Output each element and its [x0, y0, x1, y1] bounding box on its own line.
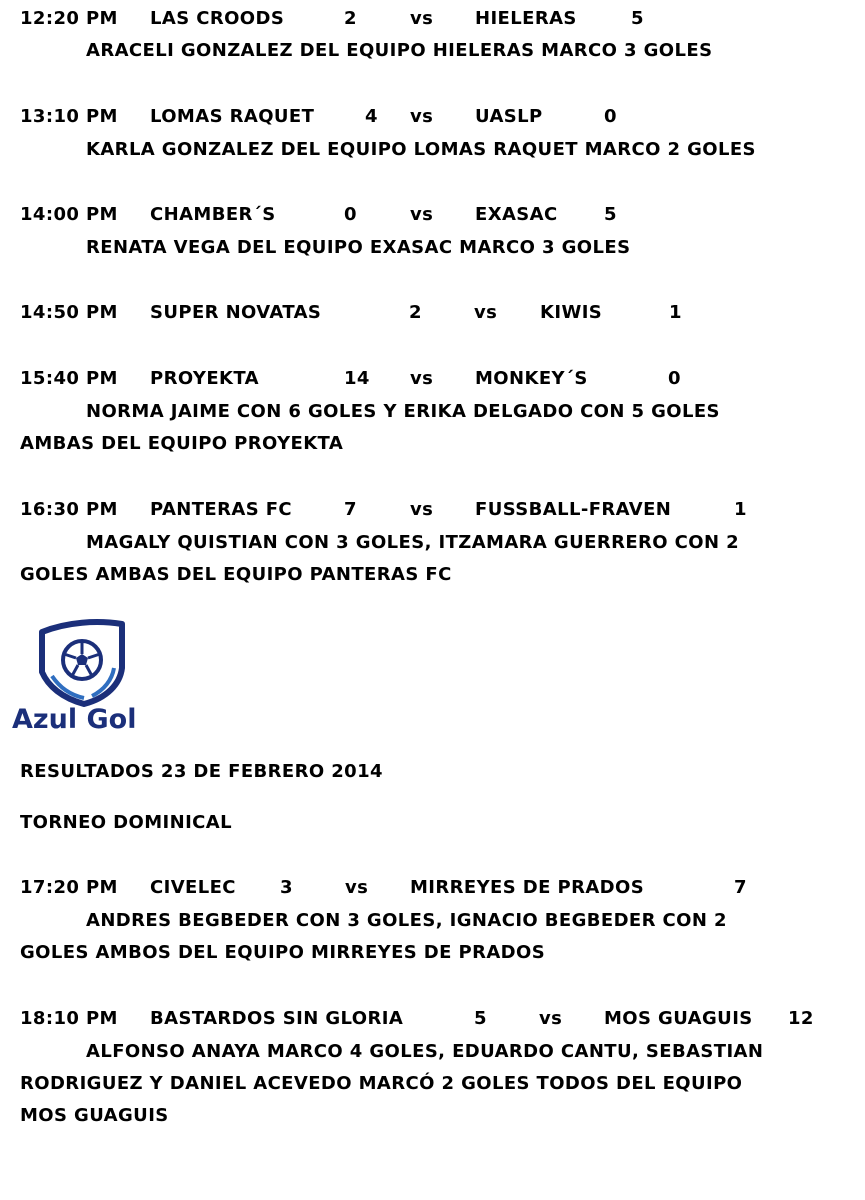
home-score: 5	[474, 1008, 487, 1029]
away-score: 7	[734, 877, 747, 898]
scorer-note-continued: AMBAS DEL EQUIPO PROYEKTA	[20, 433, 344, 454]
scorer-note: ALFONSO ANAYA MARCO 4 GOLES, EDUARDO CANTU, SEBASTIAN	[86, 1041, 764, 1062]
away-score: 5	[604, 204, 617, 225]
away-team: HIELERAS	[475, 8, 577, 29]
results-heading: RESULTADOS 23 DE FEBRERO 2014	[20, 761, 383, 782]
home-score: 14	[344, 368, 370, 389]
scorer-note: MAGALY QUISTIAN CON 3 GOLES, ITZAMARA GUERRERO CON 2	[86, 532, 740, 553]
tournament-heading: TORNEO DOMINICAL	[20, 812, 232, 833]
away-team: EXASAC	[475, 204, 558, 225]
away-score: 0	[668, 368, 681, 389]
vs-label: vs	[345, 877, 369, 898]
match-time: 15:40 PM	[20, 368, 118, 389]
azul-gol-logo	[12, 618, 142, 742]
home-team: CHAMBER´S	[150, 204, 276, 225]
away-team: MOS GUAGUIS	[604, 1008, 753, 1029]
scorer-note-continued: MOS GUAGUIS	[20, 1105, 169, 1126]
match-time: 14:00 PM	[20, 204, 118, 225]
away-team: KIWIS	[540, 302, 603, 323]
match-time: 18:10 PM	[20, 1008, 118, 1029]
away-team: UASLP	[475, 106, 543, 127]
vs-label: vs	[410, 8, 434, 29]
vs-label: vs	[410, 204, 434, 225]
scorer-note-continued: RODRIGUEZ Y DANIEL ACEVEDO MARCÓ 2 GOLES TODOS DEL EQUIPO	[20, 1073, 743, 1094]
home-team: LOMAS RAQUET	[150, 106, 315, 127]
scorer-note: NORMA JAIME CON 6 GOLES Y ERIKA DELGADO CON 5 GOLES	[86, 401, 720, 422]
match-time: 16:30 PM	[20, 499, 118, 520]
home-team: LAS CROODS	[150, 8, 285, 29]
match-time: 14:50 PM	[20, 302, 118, 323]
match-time: 17:20 PM	[20, 877, 118, 898]
scorer-note: RENATA VEGA DEL EQUIPO EXASAC MARCO 3 GOLES	[86, 237, 631, 258]
away-score: 1	[669, 302, 682, 323]
away-team: MIRREYES DE PRADOS	[410, 877, 645, 898]
scorer-note: KARLA GONZALEZ DEL EQUIPO LOMAS RAQUET MARCO 2 GOLES	[86, 139, 756, 160]
away-score: 12	[788, 1008, 814, 1029]
home-team: PANTERAS FC	[150, 499, 293, 520]
scorer-note: ANDRES BEGBEDER CON 3 GOLES, IGNACIO BEGBEDER CON 2	[86, 910, 727, 931]
logo-wordmark: Azul Gol	[12, 704, 137, 735]
home-team: PROYEKTA	[150, 368, 260, 389]
home-score: 7	[344, 499, 357, 520]
match-time: 13:10 PM	[20, 106, 118, 127]
shield-ball-icon	[12, 618, 142, 708]
away-score: 1	[734, 499, 747, 520]
scorer-note-continued: GOLES AMBAS DEL EQUIPO PANTERAS FC	[20, 564, 452, 585]
match-time: 12:20 PM	[20, 8, 118, 29]
vs-label: vs	[410, 499, 434, 520]
home-team: SUPER NOVATAS	[150, 302, 322, 323]
home-score: 4	[365, 106, 378, 127]
home-score: 2	[409, 302, 422, 323]
away-team: MONKEY´S	[475, 368, 588, 389]
vs-label: vs	[539, 1008, 563, 1029]
home-score: 3	[280, 877, 293, 898]
home-score: 0	[344, 204, 357, 225]
away-team: FUSSBALL-FRAVEN	[475, 499, 672, 520]
away-score: 0	[604, 106, 617, 127]
home-team: CIVELEC	[150, 877, 236, 898]
vs-label: vs	[410, 368, 434, 389]
home-score: 2	[344, 8, 357, 29]
scorer-note: ARACELI GONZALEZ DEL EQUIPO HIELERAS MARCO 3 GOLES	[86, 40, 713, 61]
scorer-note-continued: GOLES AMBOS DEL EQUIPO MIRREYES DE PRADOS	[20, 942, 546, 963]
vs-label: vs	[410, 106, 434, 127]
home-team: BASTARDOS SIN GLORIA	[150, 1008, 404, 1029]
vs-label: vs	[474, 302, 498, 323]
away-score: 5	[631, 8, 644, 29]
